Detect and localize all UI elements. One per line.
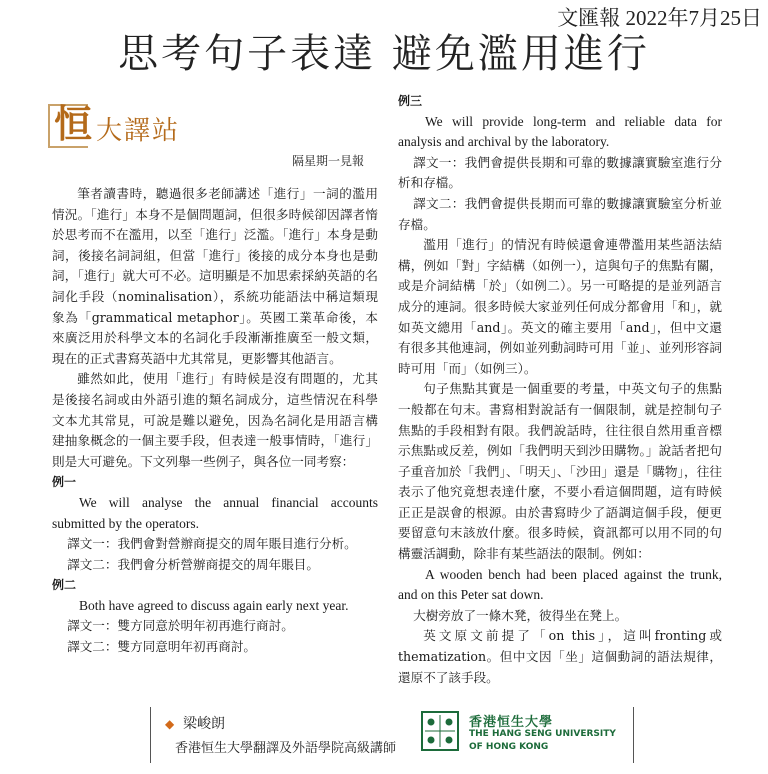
article-column-left — [52, 184, 378, 658]
logo-text: 大譯站 — [96, 116, 181, 146]
author-title: 香港恒生大學翻譯及外語學院高級講師 — [175, 741, 397, 756]
page-title: 思考句子表達 避免濫用進行 — [118, 31, 650, 77]
university-name-english-line1: THE HANG SENG UNIVERSITY — [469, 729, 616, 739]
example-heading: 例二 — [52, 578, 77, 593]
article-paragraph: We will analyse the annual financial accounts submitted by the operators. — [52, 494, 378, 531]
article-paragraph: 大樹旁放了一條木凳，彼得坐在凳上。 — [413, 607, 628, 623]
article-paragraph: 雖然如此，使用「進行」有時候是沒有問題的，尤其是後接名詞或由外語引進的類名詞成分，這些情況在科學文本尤其常見，可說是難以避免，因為名詞化是用語言構建抽象概念的一個主要手段，但表達一般事情時，「進行」則是大可避免。下文列舉一些例子，與各位一同考察： — [52, 371, 378, 469]
university-name-chinese: 香港恒生大學 — [469, 715, 554, 730]
article-paragraph: 譯文一：我們會對營辦商提交的周年賬目進行分析。 — [67, 536, 357, 552]
publication-schedule: 隔星期一見報 — [292, 154, 365, 168]
article-paragraph: 譯文二：我們會提供長期而可靠的數據讓實驗室分析並存檔。 — [398, 195, 722, 232]
example-heading: 例一 — [52, 475, 77, 490]
masthead-date: 文匯報 2022年7月25日 — [557, 6, 762, 30]
logo-big-char: 恒 — [54, 102, 93, 146]
diamond-bullet-icon: ◆ — [165, 717, 175, 731]
article-paragraph: A wooden bench had been placed against the trunk, and on this Peter sat down. — [398, 566, 722, 603]
article-paragraph: 譯文一：我們會提供長期和可靠的數據讓實驗室進行分析和存檔。 — [398, 154, 722, 191]
article-paragraph: 英文原文前提了「on this」，這叫fronting或thematization。但中文因「坐」這個動詞的語法規律，還原不了該手段。 — [398, 628, 722, 685]
example-heading: 例三 — [398, 94, 423, 108]
article-paragraph: 句子焦點其實是一個重要的考量，中英文句子的焦點一般都在句末。書寫相對說話有一個限制，就是控制句子焦點的手段相對有限。我們說話時，往往很自然用重音標示焦點或反差，例如「我們明天到沙田購物。」說話者把句子重音加於「我們」、「明天」、「沙田」還是「購物」，往往表示了他究竟想表達什麼，不要小看這個問題，這有時候正正是誤會的根源。由於書寫時少了語調這個手段，便更要留意句末該放什麼。很多時候，資訊都可以用不同的句構靈活調動，除非有某些語法的限制。例如： — [398, 381, 722, 562]
article-paragraph: 譯文一：雙方同意於明年初再進行商討。 — [67, 618, 294, 634]
article-paragraph: 譯文二：我們會分析營辦商提交的周年賬目。 — [67, 556, 319, 572]
article-paragraph: 筆者讀書時，聽過很多老師講述「進行」一詞的濫用情況。「進行」本身不是個問題詞，但很多時候卻因譯者惰於思考而不在濫用，以至「進行」泛濫。「進行」本身是動詞，後接名詞詞組，但當「進行」後接的成分本身也是動詞，「進行」就大可不必。這明顯是不加思索採納英語的名詞化手段（nominalisation），系統功能語法中稱這類現象為「grammatical metaphor」。英國工業革命後，本來廣泛用於科學文本的名詞化手段漸漸推廣至一般文類，現在的正式書寫英語中尤其常見，更影響其他語言。 — [52, 186, 378, 366]
article-paragraph: We will provide long-term and reliable data for analysis and archival by the laboratory. — [398, 113, 722, 150]
university-seal-icon — [421, 711, 459, 751]
author-footer — [150, 707, 634, 763]
article-column-right — [398, 91, 722, 688]
author-name: 梁峻朗 — [183, 716, 225, 732]
article-paragraph: 譯文二：雙方同意明年初再商討。 — [67, 639, 257, 655]
university-name-english-line2: OF HONG KONG — [469, 742, 549, 752]
article-paragraph: Both have agreed to discuss again early next year. — [79, 597, 349, 613]
article-paragraph: 濫用「進行」的情況有時候還會連帶濫用某些語法結構，例如「對」字結構（如例一），這與句子的焦點有關，或是介詞結構「於」（如例二）。另一可略提的是並列語言成分的連詞。很多時候大家並列任何成分都會用「和」，就如英文總用「and」。英文的確主要用「and」，但中文還有很多其他連詞，例如並列動詞時可用「並」、並列形容詞時可用「而」（如例三）。 — [398, 237, 722, 376]
column-logo — [48, 104, 248, 150]
